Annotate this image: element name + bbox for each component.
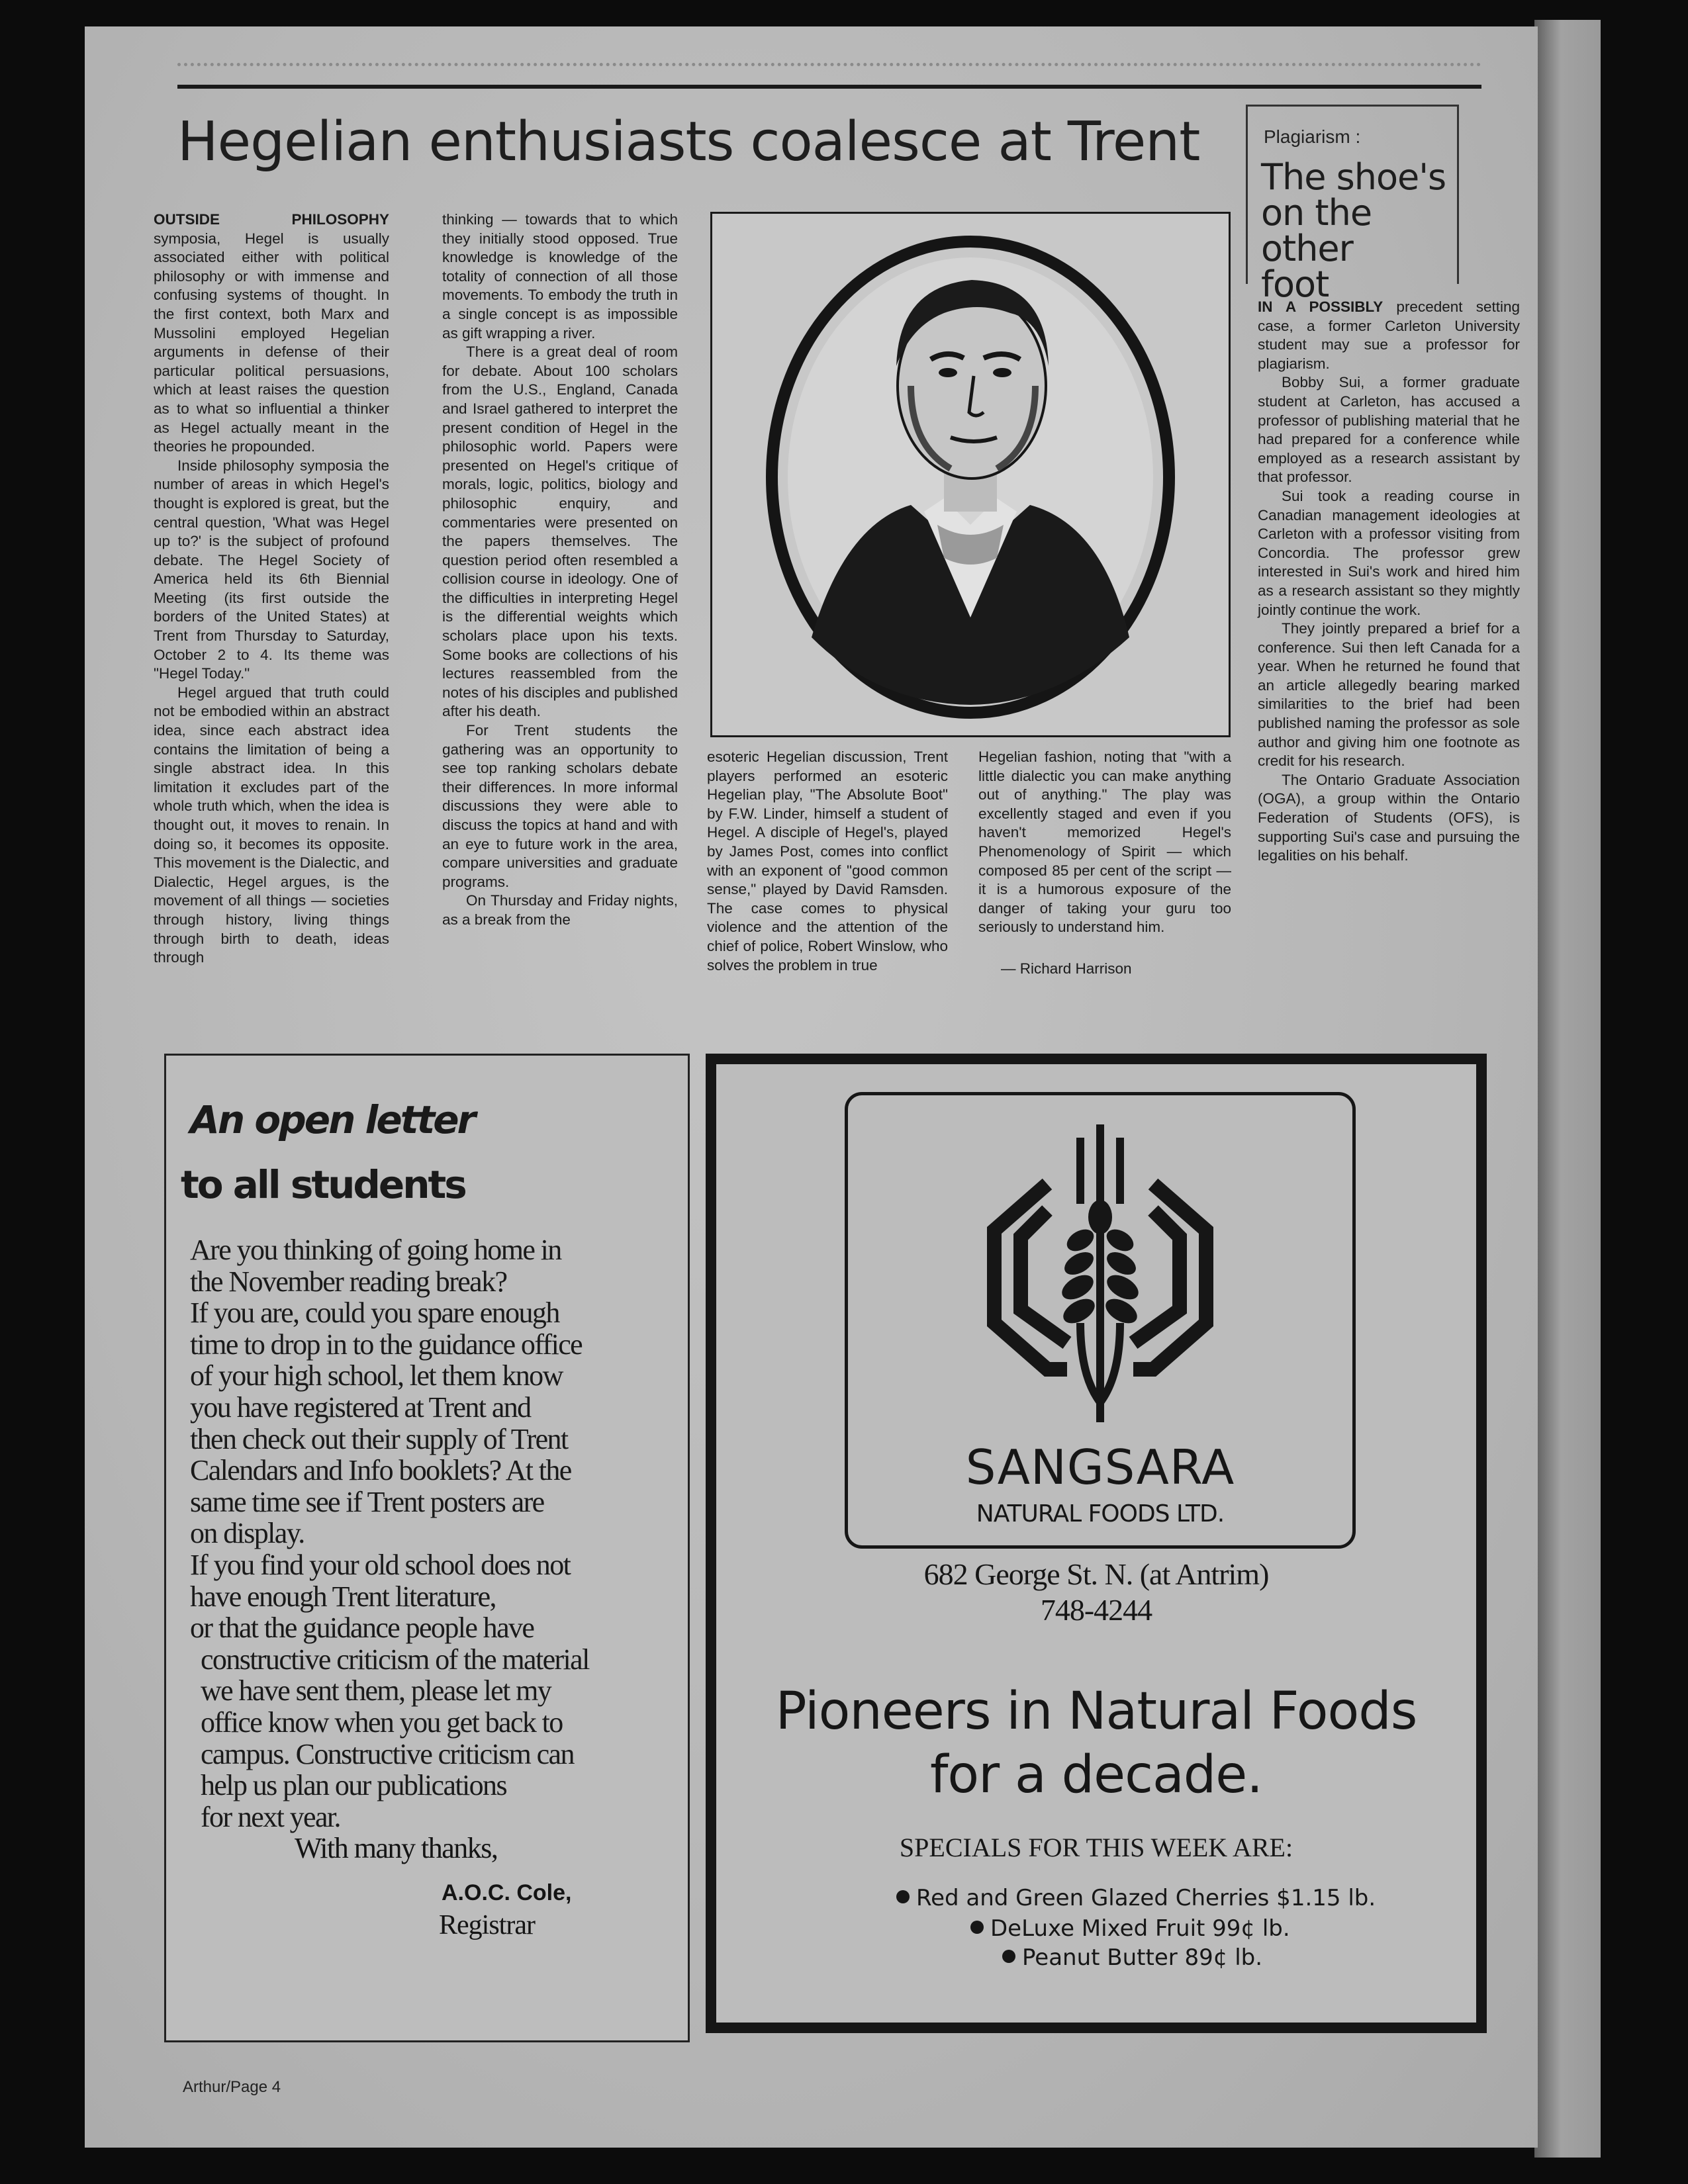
article-paragraph: esoteric Hegelian discussion, Trent players performed an esoteric Hegelian play, "The Absolute Boot" by F.W. Linder, himself a student of Hegel. A disciple of Hegel's, played by James Post, comes into conflict with an exponent of "good common sense," played by David Ramsden. The case comes to physical violence and the attention of the chief of police, Robert Winslow, who solves the problem in true xyxy=(707,749,948,974)
open-letter-line: office know when you get back to xyxy=(201,1706,563,1739)
portrait-illustration xyxy=(712,214,1229,735)
open-letter-signoff: With many thanks, xyxy=(295,1832,498,1864)
article-column-4 xyxy=(978,748,1231,979)
page-folio: Arthur/Page 4 xyxy=(183,2078,281,2096)
open-letter-line: help us plan our publications xyxy=(201,1769,506,1802)
special-item-text: Peanut Butter 89¢ lb. xyxy=(1022,1944,1263,1971)
article-byline: — Richard Harrison xyxy=(1001,960,1132,977)
sidebar-paragraph: The Ontario Graduate Association (OGA), a group within the Ontario Federation of Students (OFS), is supporting Sui's case and pursuing the legalities on his behalf. xyxy=(1258,771,1520,864)
open-letter-line: Are you thinking of going home in xyxy=(190,1234,561,1266)
sidebar-title-line: on the other xyxy=(1261,192,1372,269)
open-letter-line: time to drop in to the guidance office xyxy=(190,1328,583,1361)
open-letter-title-line: An open letter xyxy=(190,1097,475,1142)
sangsara-ad-inner xyxy=(716,1064,1476,2023)
header-dotted-rule xyxy=(177,63,1481,66)
special-item xyxy=(970,1915,1290,1942)
open-letter-line: then check out their supply of Trent xyxy=(190,1422,568,1455)
special-item xyxy=(896,1885,1376,1911)
sangsara-ad xyxy=(706,1054,1487,2033)
special-item-text: Red and Green Glazed Cherries $1.15 lb. xyxy=(916,1885,1376,1911)
article-paragraph: For Trent students the gathering was an opportunity to see top ranking scholars debate their differences. In more informal discussions they were able to discuss the topics at hand and with an eye to future work in the area, compare universities and graduate programs. xyxy=(442,722,678,890)
article-column-3 xyxy=(707,748,948,975)
sidebar-title-line: The shoe's xyxy=(1261,156,1446,198)
open-letter-line: have enough Trent literature, xyxy=(190,1580,496,1613)
sidebar-paragraph: Bobby Sui, a former graduate student at Carleton, has accused a professor of publishing material that he had prepared for a conference while employed as a research assistant by that professor. xyxy=(1258,374,1520,486)
article-paragraph: Inside philosophy symposia the number of areas in which Hegel's thought is explored is great, but the central question, 'What was Hegel up to?' is the subject of profound debate. The Hegel Society of America held its 6th Biennial Meeting (its first outside the borders of the United States) at Trent from Thursday to Saturday, October 2 to 4. Its theme was "Hegel Today." xyxy=(154,457,389,682)
sidebar-title-line: foot xyxy=(1261,263,1329,305)
store-subtitle: NATURAL FOODS LTD. xyxy=(976,1500,1225,1527)
hegel-portrait xyxy=(710,212,1231,737)
store-slogan-line: for a decade. xyxy=(929,1745,1263,1805)
open-letter-signer-role: Registrar xyxy=(439,1910,535,1940)
bullet-icon xyxy=(970,1921,984,1934)
special-item-text: DeLuxe Mixed Fruit 99¢ lb. xyxy=(990,1915,1290,1942)
open-letter-ad xyxy=(164,1054,690,2042)
open-letter-line: If you are, could you spare enough xyxy=(190,1297,559,1330)
open-letter-signer: A.O.C. Cole, xyxy=(442,1880,572,1905)
open-letter-line: constructive criticism of the material xyxy=(201,1643,589,1676)
sangsara-logo-frame xyxy=(845,1092,1356,1549)
open-letter-title xyxy=(181,1087,653,1217)
open-letter-line: we have sent them, please let my xyxy=(201,1674,551,1707)
store-address: 682 George St. N. (at Antrim) xyxy=(923,1557,1269,1591)
store-name: SANGSARA xyxy=(965,1439,1235,1495)
store-slogan xyxy=(716,1680,1476,1807)
bullet-icon xyxy=(1002,1950,1015,1963)
open-letter-line: of your high school, let them know xyxy=(190,1359,563,1392)
open-letter-line: same time see if Trent posters are xyxy=(190,1485,544,1518)
sidebar-kicker: Plagiarism : xyxy=(1264,126,1361,147)
bullet-icon xyxy=(896,1890,910,1903)
sidebar-column xyxy=(1258,298,1520,866)
article-column-2 xyxy=(442,210,678,930)
newspaper-page xyxy=(85,26,1538,2148)
open-letter-line: campus. Constructive criticism can xyxy=(201,1737,574,1770)
open-letter-title-line: to all students xyxy=(181,1162,465,1207)
article-headline: Hegelian enthusiasts coalesce at Trent xyxy=(177,111,1200,173)
wheat-hands-logo-icon xyxy=(968,1111,1233,1429)
open-letter-line: the November reading break? xyxy=(190,1265,507,1298)
sidebar-paragraph: IN A POSSIBLY precedent setting case, a former Carleton University student may sue a professor for plagiarism. xyxy=(1258,298,1521,372)
open-letter-line: If you find your old school does not xyxy=(190,1548,571,1581)
article-paragraph: On Thursday and Friday nights, as a break from the xyxy=(442,892,678,928)
sidebar-header-box xyxy=(1246,105,1459,305)
open-letter-line: or that the guidance people have xyxy=(190,1612,534,1645)
article-column-1 xyxy=(154,210,389,968)
article-paragraph: There is a great deal of room for debate. About 100 scholars from the U.S., England, Canada and Israel gathered to interpret the present condition of Hegel in the philosophic world. Papers were presented on Hegel's critique of morals, logic, politics, biology and philosophic enquiry, and commentaries were presented on the papers themselves. The question period often resembled a collision course in ideology. One of the difficulties in interpreting Hegel is the differential weights which scholars place upon his texts. Some books are collections of his lectures reassembled from the notes of his disciples and published after his death. xyxy=(442,343,678,720)
store-slogan-line: Pioneers in Natural Foods xyxy=(775,1682,1417,1741)
open-letter-line: Calendars and Info booklets? At the xyxy=(190,1454,571,1487)
open-letter-line: you have registered at Trent and xyxy=(190,1390,531,1424)
article-paragraph: OUTSIDE PHILOSOPHY symposia, Hegel is usually associated either with political philosophy or with immense and confusing systems of thought. In the first context, both Marx and Mussolini employed Hegelian arguments in defense of their particular political persuasions, which at least raises the question as to what so influential a thinker as Hegel actually meant in the theories he propounded. xyxy=(154,211,389,455)
sidebar-title xyxy=(1261,156,1473,305)
special-item xyxy=(1002,1944,1262,1971)
open-letter-line: on display. xyxy=(190,1517,305,1550)
facing-page-edge xyxy=(1534,20,1601,2158)
open-letter-body xyxy=(190,1234,680,1833)
lead-in-caps: IN A POSSIBLY xyxy=(1258,298,1383,315)
sidebar-paragraph: They jointly prepared a brief for a conference. Sui then left Canada for a year. When he returned he found that an article allegedly bearing marked similarities to the brief had been published naming the professor as sole author and giving him one footnote as credit for his research. xyxy=(1258,620,1520,770)
header-rule xyxy=(177,85,1481,89)
specials-heading: SPECIALS FOR THIS WEEK ARE: xyxy=(899,1833,1293,1862)
open-letter-line: for next year. xyxy=(201,1800,340,1833)
article-paragraph: thinking — towards that to which they initially stood opposed. True knowledge is knowledge of the totality of connection of all those movements. To embody the truth in a single concept is as impossible as gift wrapping a river. xyxy=(442,211,678,341)
article-paragraph: Hegel argued that truth could not be embodied within an abstract idea, since each abstract idea contains the limitation of being a single abstract idea. In this limitation it excludes part of the whole truth which, when the idea is thought out, it moves to renain. In doing so, it becomes its opposite. This movement is the Dialectic, and Dialectic, Hegel argues, is the movement of all things — societies through history, living things through birth to death, ideas through xyxy=(154,684,389,966)
article-paragraph: Hegelian fashion, noting that "with a little dialectic you can make anything out of anything." The play was excellently staged and even if you haven't memorized Hegel's Phenomenology of Spirit — which composed 85 per cent of the script — it is a humorous exposure of the danger of taking your guru too seriously to understand him. xyxy=(978,749,1231,936)
store-phone: 748-4244 xyxy=(1040,1593,1152,1627)
sidebar-paragraph: Sui took a reading course in Canadian management ideologies at Carleton with a professor visiting from Concordia. The professor grew interested in Sui's work and hired him as a research assistant so they mightly jointly continue the work. xyxy=(1258,487,1520,618)
lead-in-caps: OUTSIDE PHILOSOPHY xyxy=(154,211,389,228)
